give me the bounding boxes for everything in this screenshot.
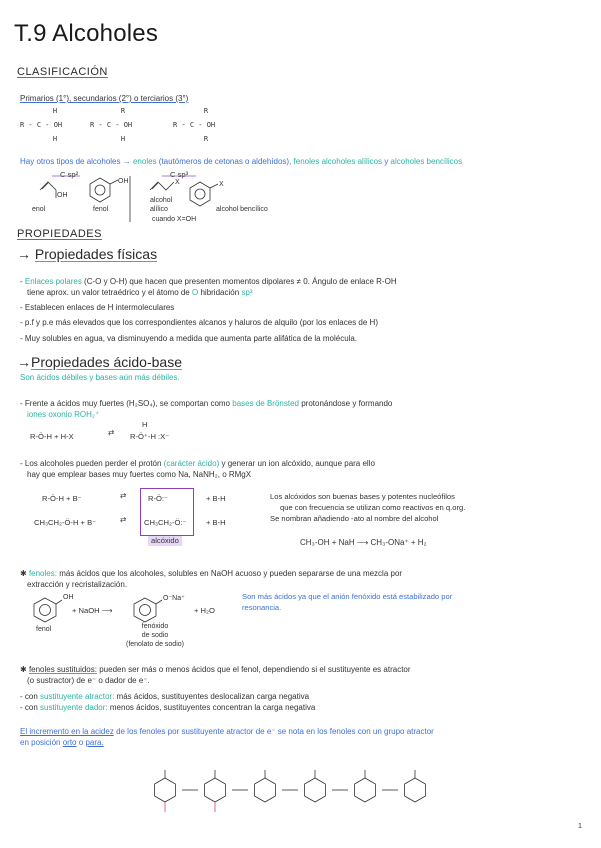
fisicas-item-3: - p.f y p.e más elevados que los correspondientes alcanos y haluros de alquilo (por los enlaces de H) bbox=[20, 318, 378, 327]
alilico-x-label: X bbox=[175, 179, 180, 186]
sp3-term: sp³ bbox=[241, 288, 253, 297]
eq2a-reactants: R-Ö-H + B⁻ bbox=[42, 494, 82, 503]
oxygen-term: O bbox=[192, 288, 199, 297]
fisicas-item-1: - Enlaces polares (C-O y O-H) que hacen que presenten momentos dipolares ≠ 0. Ángulo de enlace R-OH bbox=[20, 277, 397, 286]
acido-base-item-2-c: y generar un ion alcóxido, aunque para ello bbox=[221, 459, 375, 468]
alcoxidos-note-2: que con frecuencia se utilizan como reactivos en q.org. bbox=[280, 503, 466, 512]
fisicas-item-1-cont-a: tiene aprox. un valor tetraédrico y el átomo de bbox=[27, 288, 190, 297]
resonance-ring bbox=[305, 778, 326, 802]
atractor-con: con bbox=[24, 692, 38, 701]
eq2b-arrow: ⇄ bbox=[120, 515, 127, 524]
tautomeros-text: (tautómeros de cetonas o aldehídos), bbox=[158, 157, 292, 166]
resonance-ring bbox=[205, 778, 226, 802]
alcoxido-label: alcóxido bbox=[148, 536, 182, 546]
struct-primary-bottom: H bbox=[52, 135, 58, 143]
acido-base-subtitle: Son ácidos débiles y bases aún más débiles. bbox=[20, 373, 180, 382]
eq2a-alkoxide: R-Ö:⁻ bbox=[148, 494, 169, 503]
eq2b-reactants: CH₃CH₂-Ö-H + B⁻ bbox=[34, 518, 97, 527]
bencilicos-term: alcoholes bencílicos bbox=[390, 157, 463, 166]
incremento-text: de los fenoles por sustituyente atractor de e⁻ se nota en los fenoles con un grupo atractor bbox=[116, 727, 434, 736]
fenol-h2o: + H₂O bbox=[194, 606, 215, 615]
struct-primary-top: H bbox=[52, 107, 58, 115]
acido-base-item-1-c: protonándose y formando bbox=[301, 399, 393, 408]
fenoxido-note-2: resonancia. bbox=[242, 603, 282, 612]
acido-base-item-1-a: Frente a ácidos muy fuertes (H₂SO₄), se comportan como bbox=[24, 399, 231, 408]
resonance-ring bbox=[255, 778, 276, 802]
csp3-label: C sp³ bbox=[170, 170, 189, 179]
fenoles-text: más ácidos que los alcoholes, solubles en NaOH acuoso y pueden separarse de una mezcla por bbox=[59, 569, 403, 578]
csp2-label: C sp² bbox=[60, 170, 79, 179]
fisicas-item-2-text: Establecen enlaces de H intermoleculares bbox=[24, 303, 175, 312]
sustituyente-dador: - con sustituyente dador: menos ácidos, sustituyentes concentran la carga negativa bbox=[20, 703, 316, 712]
bases-bronsted-term: bases de Brönsted bbox=[232, 399, 299, 408]
para-term: para. bbox=[85, 738, 104, 747]
resonance-ring bbox=[155, 778, 176, 802]
sustituyente-atractor: - con sustituyente atractor: más ácidos, sustituyentes deslocalizan carga negativa bbox=[20, 692, 310, 701]
struct-tertiary-top: R bbox=[203, 107, 209, 115]
iones-oxonio: iones oxonio ROH₂⁺ bbox=[27, 410, 100, 419]
alcohol-types-line: Primarios (1°), secundarios (2°) o terciarios (3°) bbox=[20, 94, 189, 103]
struct-secondary-bottom: H bbox=[120, 135, 126, 143]
struct-secondary: R - C - OH bbox=[90, 121, 133, 129]
struct-tertiary: R - C - OH bbox=[173, 121, 216, 129]
fenoles-term: fenoles bbox=[293, 157, 320, 166]
eq2a-arrow: ⇄ bbox=[120, 491, 127, 500]
fenoxido-caption: fenóxido de sodio (fenolato de sodio) bbox=[126, 623, 184, 648]
sustituidos-text: pueden ser más o menos ácidos que el fenol, dependiendo si el sustituyente es atractor bbox=[99, 665, 411, 674]
fenoles-label: fenoles: bbox=[28, 569, 57, 578]
struct-secondary-top: R bbox=[120, 107, 126, 115]
fisicas-item-4: - Muy solubles en agua, va disminuyendo a medida que aumenta parte alifática de la molécula. bbox=[20, 334, 358, 343]
incremento-posicion: en posición bbox=[20, 738, 61, 747]
enlaces-polares-term: Enlaces polares bbox=[24, 277, 82, 286]
eq1-products: R-Ö⁺-H :X⁻ bbox=[130, 432, 170, 441]
alilicos-term: alcoholes alílicos bbox=[321, 157, 383, 166]
fisicas-item-1-text: (C-O y O-H) que hacen que presenten momentos dipolares ≠ 0. Ángulo de enlace R-OH bbox=[84, 277, 397, 286]
sustituidos-text-cont: (o sustractor) de e⁻ o dador de e⁻. bbox=[27, 676, 150, 685]
fenol-naoh-arrow: + NaOH ⟶ bbox=[72, 606, 113, 615]
fenoles-text-cont: extracción y recristalización. bbox=[27, 580, 128, 589]
other-types-intro: Hay otros tipos de alcoholes → bbox=[20, 157, 131, 166]
cuando-label: cuando X=OH bbox=[152, 216, 197, 223]
resonance-ring bbox=[355, 778, 376, 802]
fenoxido-note-1: Son más ácidos ya que el anión fenóxido está estabilizado por bbox=[242, 592, 453, 601]
bencilico-x-label: X bbox=[219, 181, 224, 188]
hibridacion-text: hibridación bbox=[200, 288, 240, 297]
sustituidos-label: fenoles sustituidos: bbox=[28, 665, 97, 674]
eq1-h-label: H bbox=[142, 420, 148, 429]
alcoxidos-note-3: Se nombran añadiendo -ato al nombre del alcohol bbox=[270, 514, 439, 523]
acido-base-item-2-cont: hay que emplear bases muy fuertes como Na, NaNH₂, o RMgX bbox=[27, 470, 252, 479]
bencilico-label: alcohol bencílico bbox=[216, 206, 268, 213]
fisicas-title: Propiedades físicas bbox=[34, 246, 158, 262]
fenoles-item: ✱ fenoles: más ácidos que los alcoholes, solubles en NaOH acuoso y pueden separarse de una mezcla por bbox=[20, 569, 403, 578]
alilico-label: alcohol alílico bbox=[150, 197, 173, 213]
eq1-reactants: R-Ö-H + H-X bbox=[30, 432, 74, 441]
fisicas-item-4-text: Muy solubles en agua, va disminuyendo a medida que aumenta parte alifática de la molécula. bbox=[24, 334, 358, 343]
alcoxidos-equation: CH₃-OH + NaH ⟶ CH₃-ONa⁺ + H₂ bbox=[300, 538, 427, 547]
page-number: 1 bbox=[578, 823, 582, 830]
orto-para-o: o bbox=[78, 738, 84, 747]
enol-label: enol bbox=[32, 206, 46, 213]
eq2a-products: + B-H bbox=[206, 494, 226, 503]
atractor-term: sustituyente atractor: bbox=[40, 692, 115, 701]
acido-base-item-2-a: Los alcoholes pueden perder el protón bbox=[24, 459, 162, 468]
sustituidos-item: ✱ fenoles sustituidos: pueden ser más o menos ácidos que el fenol, dependiendo si el sustituyente es atractor bbox=[20, 665, 411, 674]
page-title: T.9 Alcoholes bbox=[14, 20, 159, 47]
resonance-ring bbox=[405, 778, 426, 802]
subheading-acido-base: →Propiedades ácido-base bbox=[17, 354, 182, 370]
eq1-arrow: ⇄ bbox=[108, 428, 115, 437]
fisicas-item-3-text: p.f y p.e más elevados que los correspondientes alcanos y haluros de alquilo (por los enlaces de H) bbox=[24, 318, 378, 327]
fenol-caption: fenol bbox=[36, 626, 52, 633]
fenol-oh-label: OH bbox=[118, 178, 129, 185]
caracter-acido-term: (carácter ácido) bbox=[163, 459, 220, 468]
section-heading-propiedades: PROPIEDADES bbox=[17, 228, 102, 240]
fenoxido-ona: O⁻Na⁺ bbox=[163, 595, 185, 602]
dador-con: con bbox=[24, 703, 38, 712]
subheading-fisicas: → Propiedades físicas bbox=[17, 246, 158, 262]
enol-oh-label: OH bbox=[57, 192, 68, 199]
fenol-oh: OH bbox=[63, 594, 74, 601]
alcoxidos-note-1: Los alcóxidos son buenas bases y potentes nucleófilos bbox=[270, 492, 455, 501]
orto-term: orto bbox=[62, 738, 77, 747]
fenol-label: fenol bbox=[93, 206, 109, 213]
acido-base-item-2: - Los alcoholes pueden perder el protón (carácter ácido) y generar un ion alcóxido, aunque para ello bbox=[20, 459, 375, 468]
eq2b-alkoxide: CH₃CH₂-Ö:⁻ bbox=[144, 518, 187, 527]
section-heading-clasificacion: CLASIFICACIÓN bbox=[17, 66, 108, 78]
acido-base-item-1: - Frente a ácidos muy fuertes (H₂SO₄), se comportan como bases de Brönsted protonándose y formando bbox=[20, 399, 393, 408]
fisicas-item-2: - Establecen enlaces de H intermoleculares bbox=[20, 303, 175, 312]
struct-tertiary-bottom: R bbox=[203, 135, 209, 143]
eq2b-products: + B-H bbox=[206, 518, 226, 527]
incremento-term: El incremento en la acidez bbox=[20, 727, 114, 736]
dador-text: menos ácidos, sustituyentes concentran la carga negativa bbox=[109, 703, 316, 712]
types-and: y bbox=[384, 157, 389, 166]
acido-base-title: Propiedades ácido-base bbox=[31, 354, 182, 370]
atractor-text: más ácidos, sustituyentes deslocalizan carga negativa bbox=[116, 692, 310, 701]
enoles-term: enoles bbox=[132, 157, 157, 166]
dador-term: sustituyente dador: bbox=[40, 703, 108, 712]
struct-primary: R - C - OH bbox=[20, 121, 63, 129]
